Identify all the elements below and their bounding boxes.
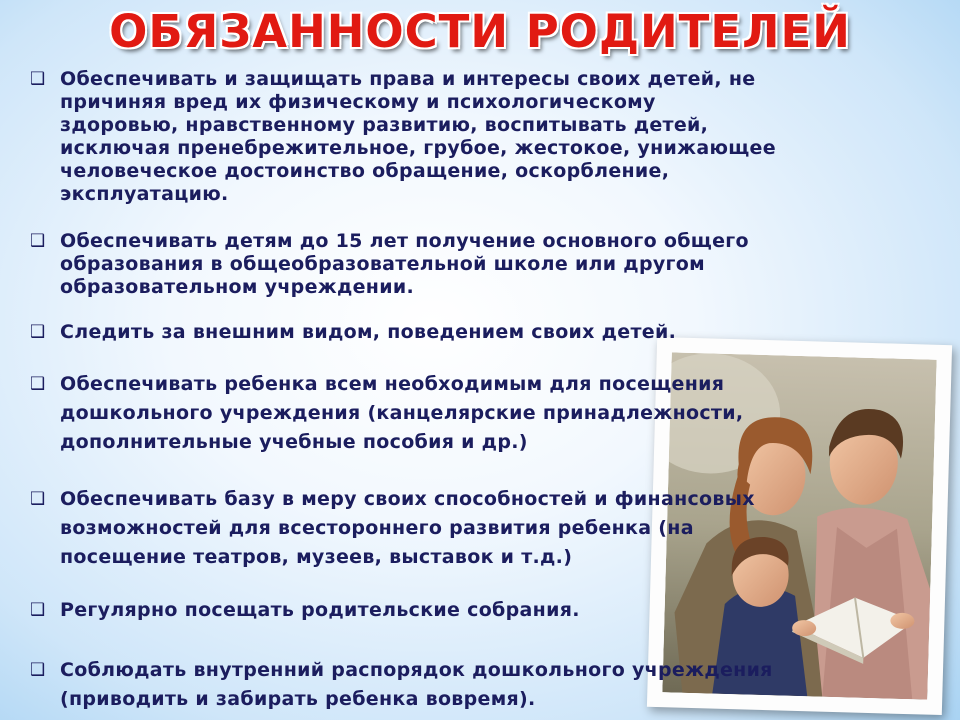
checkbox-bullet-icon: ❑ <box>30 600 46 620</box>
duty-text-line: причиняя вред их физическому и психологическому <box>60 91 656 113</box>
duty-text-line: возможностей для всестороннего развития ребенка (на <box>60 517 694 539</box>
checkbox-bullet-icon: ❑ <box>30 322 46 342</box>
duty-text-line: (приводить и забирать ребенка вовремя). <box>60 688 536 710</box>
duty-text-line: Соблюдать внутренний распорядок дошкольного учреждения <box>60 659 773 681</box>
duty-text-line: Обеспечивать и защищать права и интересы своих детей, не <box>60 68 756 90</box>
checkbox-bullet-icon: ❑ <box>30 660 46 680</box>
duty-text-line: образования в общеобразовательной школе или другом <box>60 253 705 275</box>
duty-text-line: Обеспечивать ребенка всем необходимым для посещения <box>60 373 725 395</box>
duty-text-line: посещение театров, музеев, выставок и т.д.) <box>60 546 573 568</box>
duty-text-line: исключая пренебрежительное, грубое, жестокое, унижающее <box>60 137 776 159</box>
checkbox-bullet-icon: ❑ <box>30 231 46 251</box>
duty-text-line: эксплуатацию. <box>60 183 229 205</box>
duty-text-line: Следить за внешним видом, поведением своих детей. <box>60 321 677 343</box>
duty-text-line: дошкольного учреждения (канцелярские принадлежности, <box>60 402 744 424</box>
duty-text-line: Обеспечивать детям до 15 лет получение основного общего <box>60 230 749 252</box>
checkbox-bullet-icon: ❑ <box>30 489 46 509</box>
duty-text-line: Обеспечивать базу в меру своих способностей и финансовых <box>60 488 755 510</box>
duty-text-line: Регулярно посещать родительские собрания. <box>60 599 580 621</box>
duty-text-line: человеческое достоинство обращение, оскорбление, <box>60 160 670 182</box>
page-title: ОБЯЗАННОСТИ РОДИТЕЛЕЙ <box>109 5 851 58</box>
duty-text-line: образовательном учреждении. <box>60 276 414 298</box>
duty-text-line: дополнительные учебные пособия и др.) <box>60 431 528 453</box>
checkbox-bullet-icon: ❑ <box>30 374 46 394</box>
checkbox-bullet-icon: ❑ <box>30 69 46 89</box>
duty-text-line: здоровью, нравственному развитию, воспитывать детей, <box>60 114 709 136</box>
